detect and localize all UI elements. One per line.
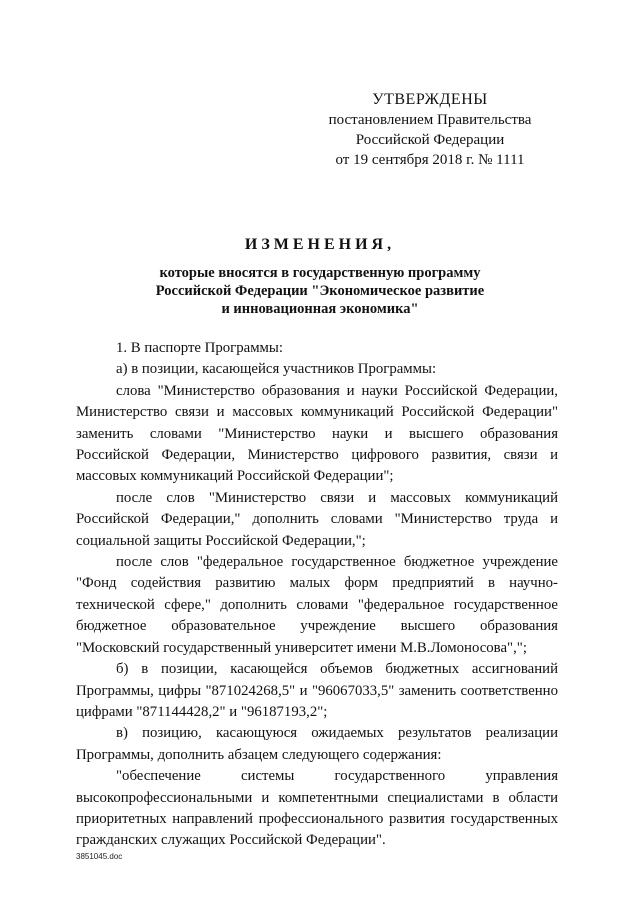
approval-line-1: постановлением Правительства	[328, 112, 532, 128]
approval-line-2: Российской Федерации	[355, 132, 505, 148]
subtitle-line-2: Российской Федерации "Экономическое развитие	[155, 283, 485, 299]
paragraph-4: после слов "Министерство связи и массовых коммуникаций Российской Федерации," дополнить словами "Министерство труда и социальной защиты Российской Федерации,";	[76, 489, 558, 549]
subtitle-line-1: которые вносятся в государственную программу	[159, 265, 481, 281]
document-subtitle	[70, 264, 570, 318]
approval-date-number: от 19 сентября 2018 г. № 1111	[335, 152, 525, 168]
document-body	[76, 338, 558, 852]
paragraph-5: после слов "федеральное государственное бюджетное учреждение "Фонд содействия развитию малых форм предприятий в научно-технической сфере," дополнить словами "федеральное государственное бюджетное образовательное учреждение высшего образования "Московский государственный университет имени М.В.Ломоносова",";	[76, 554, 558, 656]
paragraph-7: в) позицию, касающуюся ожидаемых результатов реализации Программы, дополнить абзацем следующего содержания:	[76, 725, 558, 763]
file-name-footer: 3851045.doc	[76, 852, 123, 861]
paragraph-2: а) в позиции, касающейся участников Программы:	[116, 361, 437, 378]
paragraph-8: "обеспечение системы государственного управления высокопрофессиональными и компетентными специалистами в области приоритетных направлений профессионального развития государственных гражданских служащих Российской Федерации".	[76, 768, 558, 849]
approval-block	[300, 90, 560, 170]
paragraph-3: слова "Министерство образования и науки Российской Федерации, Министерство связи и массовых коммуникаций Российской Федерации" заменить словами "Министерство науки и высшего образования Российской Федерации, Министерство цифрового развития, связи и массовых коммуникаций Российской Федерации";	[76, 382, 558, 485]
paragraph-6: б) в позиции, касающейся объемов бюджетных ассигнований Программы, цифры "871024268,5" и "96067033,5" заменить соответственно цифрами "871144428,2" и "96187193,2";	[76, 661, 558, 720]
document-title: ИЗМЕНЕНИЯ,	[244, 236, 396, 253]
paragraph-1: 1. В паспорте Программы:	[116, 340, 283, 356]
subtitle-line-3: и инновационная экономика"	[221, 301, 419, 317]
approval-heading: УТВЕРЖДЕНЫ	[372, 91, 488, 108]
